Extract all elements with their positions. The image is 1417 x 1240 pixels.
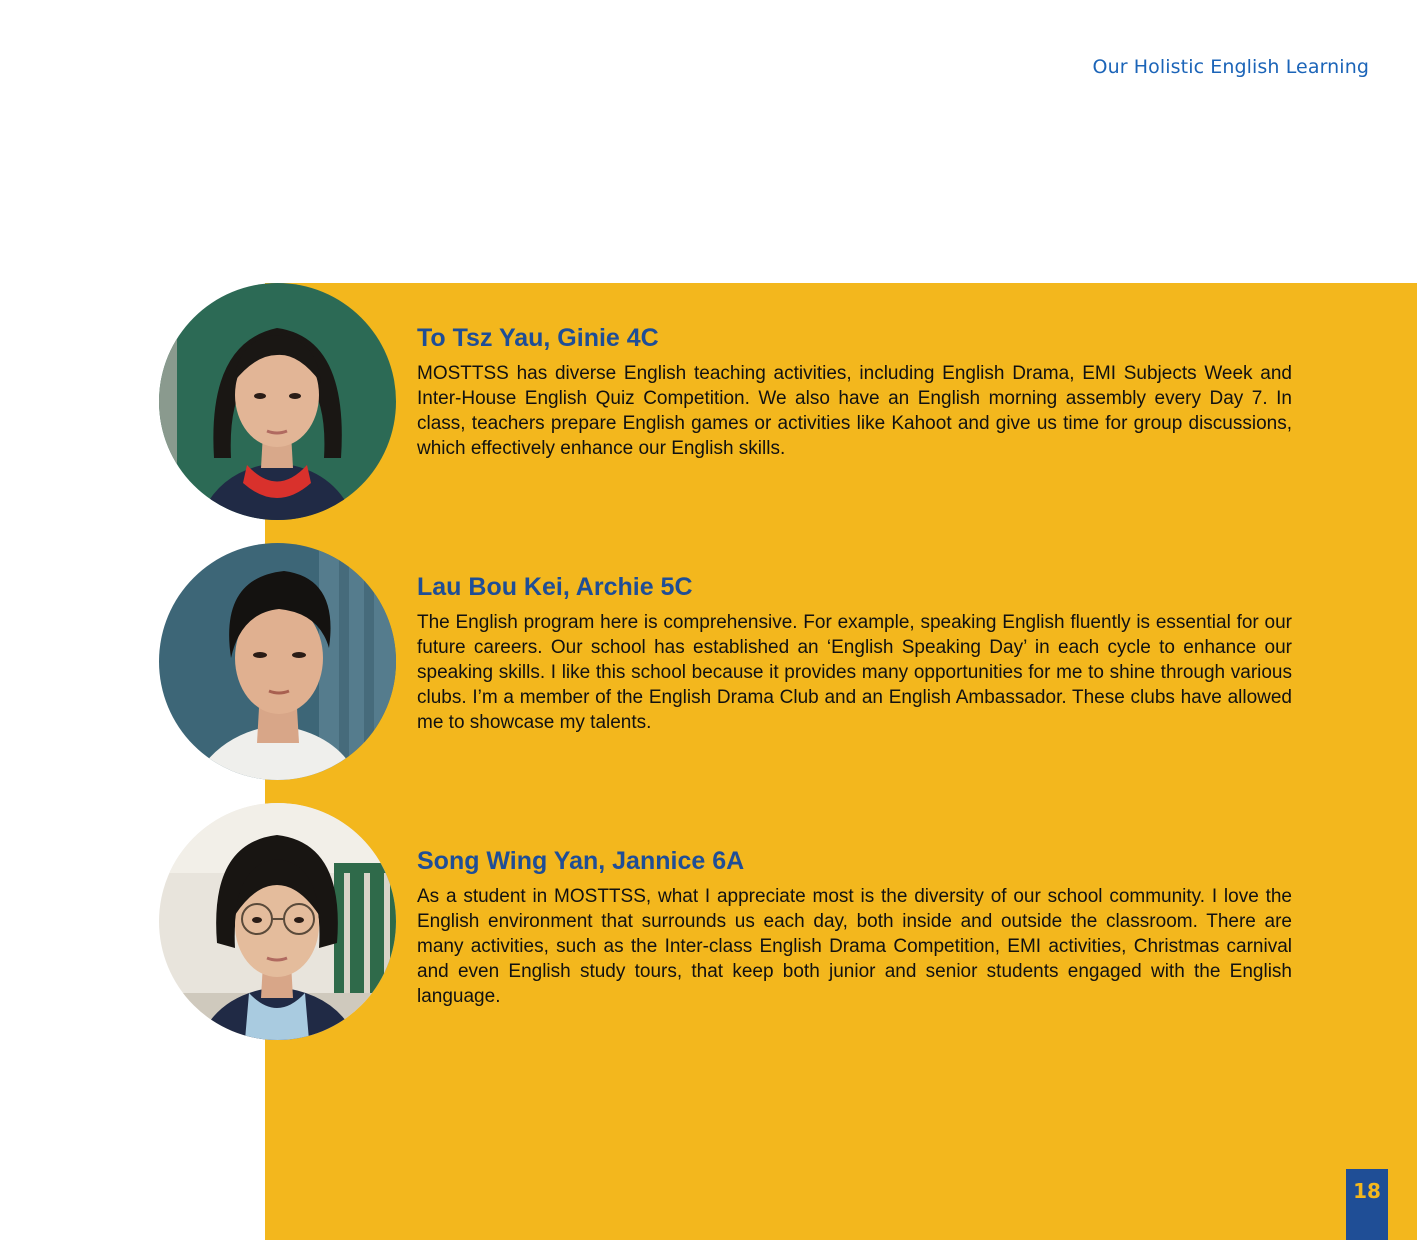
student-name: Lau Bou Kei, Archie 5C xyxy=(417,573,693,601)
student-portrait-ginie xyxy=(159,283,396,520)
student-portrait-jannice xyxy=(159,803,396,1040)
student-name: To Tsz Yau, Ginie 4C xyxy=(417,324,659,352)
portrait-image xyxy=(159,803,396,1040)
student-quote: MOSTTSS has diverse English teaching activities, including English Drama, EMI Subjects Week and Inter-House English Quiz Competition. We also have an English morning assembly every Day 7. In class, teachers prepare English games or activities like Kahoot and give us time for group discussions, which effectively enhance our English skills. xyxy=(417,363,1292,459)
student-portrait-archie xyxy=(159,543,396,780)
student-quote: The English program here is comprehensive. For example, speaking English fluently is essential for our future careers. Our school has established an ‘English Speaking Day’ in each cycle to enhance our speaking skills. I like this school because it provides many opportunities for me to shine through various clubs. I’m a member of the English Drama Club and an English Ambassador. These clubs have allowed me to showcase my talents. xyxy=(417,612,1292,733)
student-quote: As a student in MOSTTSS, what I appreciate most is the diversity of our school community. I love the English environment that surrounds us each day, both inside and outside the classroom. There are many activities, such as the Inter-class English Drama Competition, EMI activities, Christmas carnival and even English study tours, that keep both junior and senior students engaged with the English language. xyxy=(417,886,1292,1007)
page-number: 18 xyxy=(1346,1169,1388,1240)
section-title: Our Holistic English Learning xyxy=(1092,56,1369,78)
portrait-image xyxy=(159,283,396,520)
student-name: Song Wing Yan, Jannice 6A xyxy=(417,847,745,875)
portrait-image xyxy=(159,543,396,780)
